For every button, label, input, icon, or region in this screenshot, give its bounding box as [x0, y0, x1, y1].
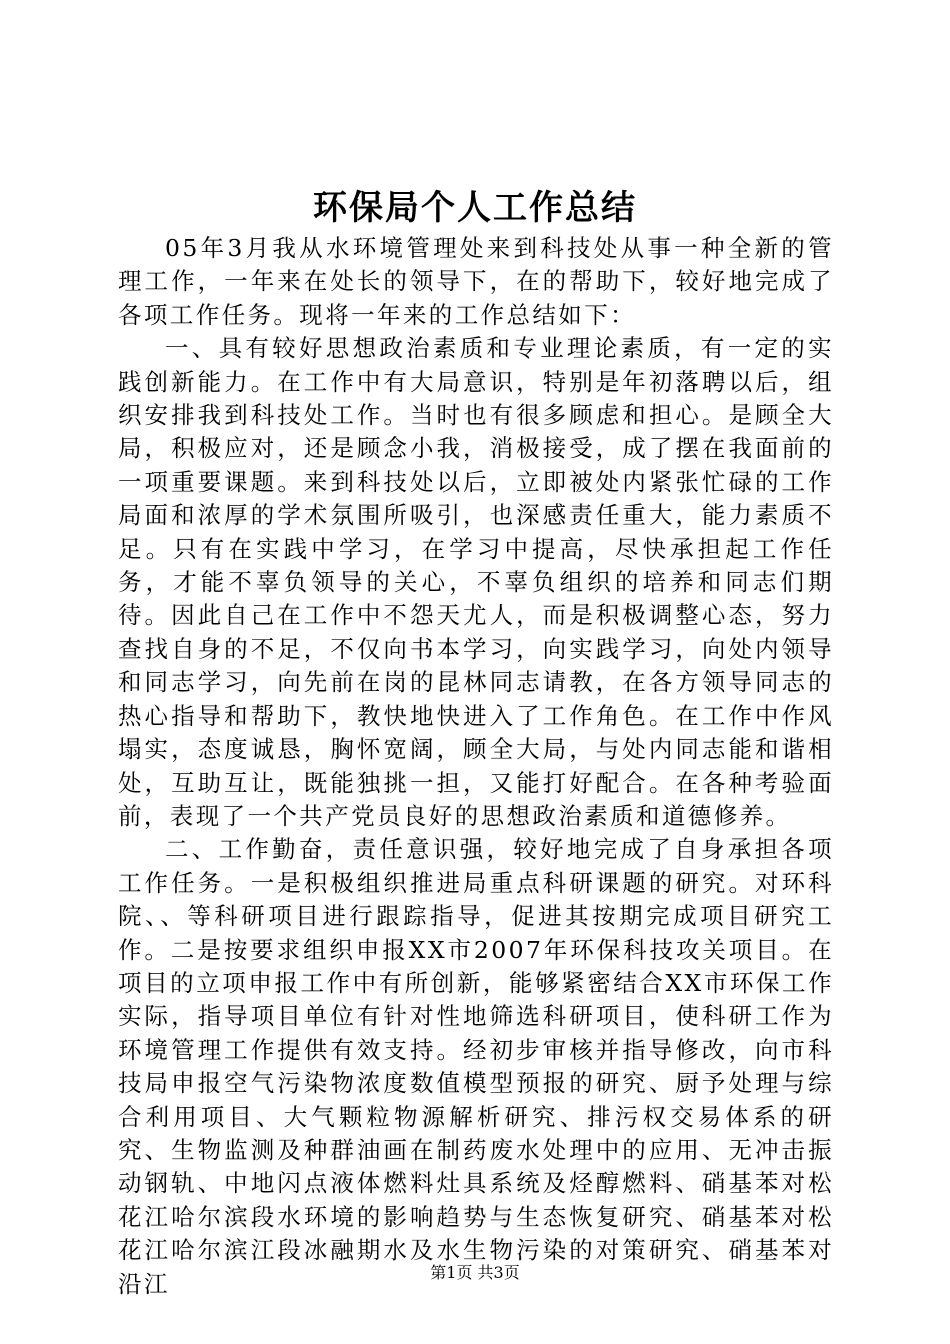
document-body [118, 232, 834, 1301]
page-number-footer: 第1页 共3页 [430, 1263, 520, 1282]
paragraph-section-one: 一、具有较好思想政治素质和专业理论素质，有一定的实践创新能力。在工作中有大局意识，特别是年初落聘以后，组织安排我到科技处工作。当时也有很多顾虑和担心。是顾全大局，积极应对，还是顾念小我，消极接受，成了摆在我面前的一项重要课题。来到科技处以后，立即被处内紧张忙碌的工作局面和浓厚的学术氛围所吸引，也深感责任重大，能力素质不足。只有在实践中学习，在学习中提高，尽快承担起工作任务，才能不辜负领导的关心，不辜负组织的培养和同志们期待。因此自己在工作中不怨天尤人，而是积极调整心态，努力查找自身的不足，不仅向书本学习，向实践学习，向处内领导和同志学习，向先前在岗的昆林同志请教，在各方领导同志的热心指导和帮助下，教快地快进入了工作角色。在工作中作风塌实，态度诚恳，胸怀宽阔，顾全大局，与处内同志能和谐相处，互助互让，既能独挑一担，又能打好配合。在各种考验面前，表现了一个共产党员良好的思想政治素质和道德修养。 [118, 334, 834, 830]
paragraph-intro: 05年3月我从水环境管理处来到科技处从事一种全新的管理工作，一年来在处长的领导下，在的帮助下，较好地完成了各项工作任务。现将一年来的工作总结如下： [118, 234, 834, 329]
paragraph-section-two: 二、工作勤奋，责任意识强，较好地完成了自身承担各项工作任务。一是积极组织推进局重点科研课题的研究。对环科院、、等科研项目进行跟踪指导，促进其按期完成项目研究工作。二是按要求组织申报XX市2007年环保科技攻关项目。在项目的立项申报工作中有所创新，能够紧密结合XX市环保工作实际，指导项目单位有针对性地筛选科研项目，使科研工作为环境管理工作提供有效支持。经初步审核并指导修改，向市科技局申报空气污染物浓度数值模型预报的研究、厨予处理与综合利用项目、大气颗粒物源解析研究、排污权交易体系的研究、生物监测及种群油画在制药废水处理中的应用、无冲击振动钢轨、中地闪点液体燃料灶具系统及烃醇燃料、硝基苯对松花江哈尔滨段水环境的影响趋势与生态恢复研究、硝基苯对松花江哈尔滨江段冰融期水及水生物污染的对策研究、硝基苯对沿江 [118, 835, 834, 1298]
document-title: 环保局个人工作总结 [313, 188, 637, 228]
